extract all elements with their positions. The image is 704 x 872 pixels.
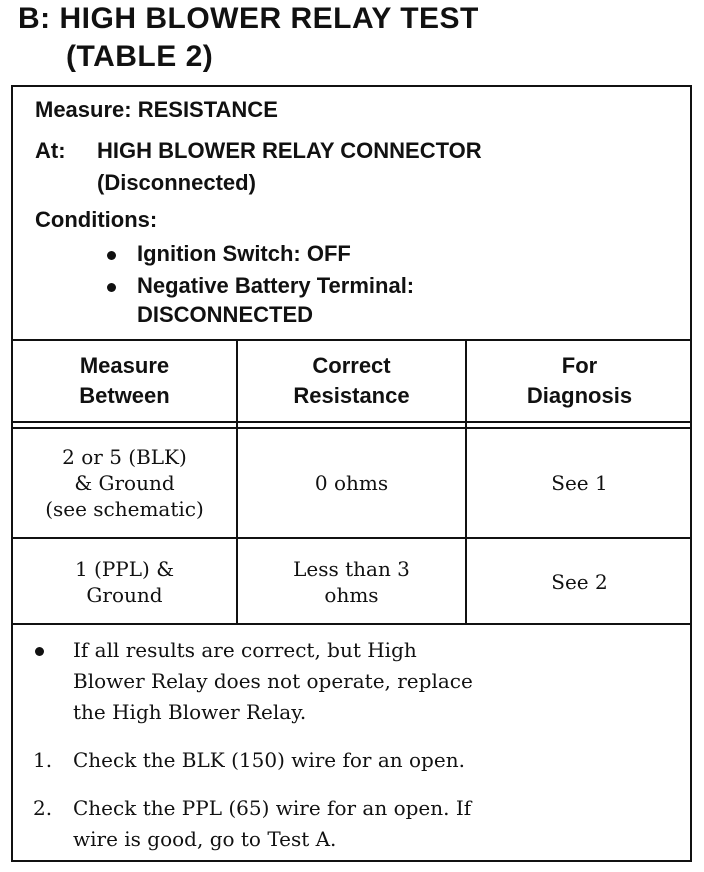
note-item-1: Check the BLK (150) wire for an open.: [73, 748, 465, 772]
note-bullet-line: Blower Relay does not operate, replace: [73, 669, 473, 693]
bullet-icon: [107, 251, 116, 260]
bullet-icon: [107, 283, 116, 292]
column-header-measure-between: Measure Between: [79, 353, 170, 408]
note-item-2: Check the PPL (65) wire for an open. If: [73, 796, 472, 820]
condition-battery-cont: DISCONNECTED: [137, 302, 314, 327]
note-number: 2.: [33, 796, 53, 820]
test-table-frame: [11, 85, 692, 862]
table-row-2-diagnosis: See 2: [551, 570, 608, 594]
table-row-2-resistance: Less than 3 ohms: [293, 557, 410, 607]
at-sub: (Disconnected): [97, 170, 256, 195]
at-value: HIGH BLOWER RELAY CONNECTOR: [97, 138, 482, 163]
note-item-2-cont: wire is good, go to Test A.: [73, 827, 337, 851]
table-row-1-diagnosis: See 1: [551, 471, 608, 495]
condition-ignition: Ignition Switch: OFF: [137, 241, 351, 266]
note-number: 1.: [33, 748, 53, 772]
at-label: At:: [35, 138, 66, 163]
title-line-2: (TABLE 2): [66, 40, 214, 73]
header-divider: [13, 421, 690, 423]
title-line-1: B: HIGH BLOWER RELAY TEST: [18, 2, 479, 35]
page-title: [18, 0, 479, 76]
conditions-label: Conditions:: [35, 207, 158, 232]
note-bullet-line: If all results are correct, but High: [73, 638, 417, 662]
condition-battery: Negative Battery Terminal:: [137, 273, 415, 298]
table-row-1-between: 2 or 5 (BLK) & Ground (see schematic): [45, 445, 204, 521]
test-conditions-header: [13, 87, 690, 339]
measure-label: Measure: RESISTANCE: [35, 97, 278, 122]
diagnosis-notes: [13, 623, 690, 864]
column-header-correct-resistance: Correct Resistance: [293, 353, 410, 408]
resistance-table: [13, 339, 690, 625]
column-header-for-diagnosis: For Diagnosis: [526, 353, 633, 408]
note-bullet-line: the High Blower Relay.: [73, 700, 307, 724]
table-row-2-between: 1 (PPL) & Ground: [74, 557, 175, 607]
bullet-icon: [35, 647, 44, 656]
table-row-1-resistance: 0 ohms: [314, 471, 389, 495]
